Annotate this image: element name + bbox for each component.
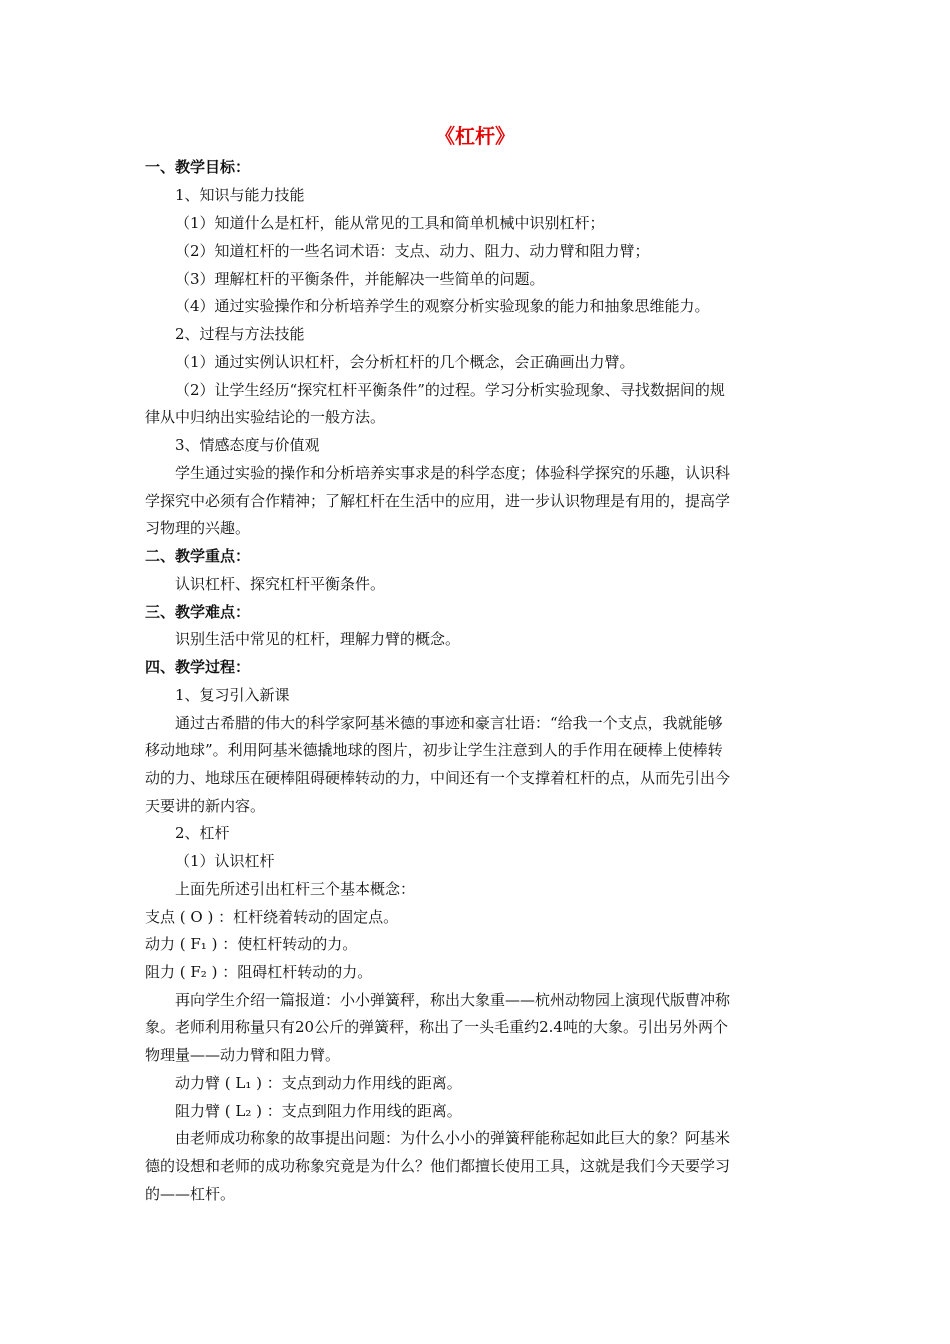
definition-fulcrum: 支点 ( O ) ：杠杆绕着转动的固定点。 (145, 908, 399, 926)
definition-resistance-arm: 阻力臂 ( L₂ ) ：支点到阻力作用线的距离。 (175, 1102, 462, 1120)
subsection-heading: 1、复习引入新课 (175, 686, 290, 704)
text-line: 上面先所述引出杠杆三个基本概念： (175, 880, 416, 898)
text-line: 动的力、地球压在硬棒阻碍硬棒转动的力，中间还有一个支撑着杠杆的点，从而先引出今 (145, 769, 731, 787)
text-line: 识别生活中常见的杠杆，理解力臂的概念。 (175, 630, 461, 648)
text-line: 天要讲的新内容。 (145, 797, 266, 815)
subsection-heading: 2、过程与方法技能 (175, 325, 305, 343)
text-line: （3）理解杠杆的平衡条件，并能解决一些简单的问题。 (175, 270, 545, 288)
text-line: 再向学生介绍一篇报道：小小弹簧秤，称出大象重——杭州动物园上演现代版曹冲称 (175, 991, 731, 1009)
text-line: 物理量——动力臂和阻力臂。 (145, 1046, 341, 1064)
text-line: 习物理的兴趣。 (145, 519, 251, 537)
text-line: （1）知道什么是杠杆，能从常见的工具和简单机械中识别杠杆； (175, 214, 605, 232)
section-heading: 四、教学过程： (145, 658, 251, 676)
subsection-heading: （1）认识杠杆 (175, 852, 275, 870)
text-line: 学探究中必须有合作精神；了解杠杆在生活中的应用，进一步认识物理是有用的，提高学 (145, 492, 731, 510)
text-line: （1）通过实例认识杠杆，会分析杠杆的几个概念，会正确画出力臂。 (175, 353, 635, 371)
definition-effort-arm: 动力臂 ( L₁ ) ：支点到动力作用线的距离。 (175, 1074, 462, 1092)
text-line: （2）知道杠杆的一些名词术语：支点、动力、阻力、动力臂和阻力臂； (175, 242, 650, 260)
section-heading: 二、教学重点： (145, 547, 251, 565)
subsection-heading: 2、杠杆 (175, 824, 230, 842)
text-line: 德的设想和老师的成功称象究竟是为什么？他们都擅长使用工具，这就是我们今天要学习 (145, 1157, 731, 1175)
text-line: 认识杠杆、探究杠杆平衡条件。 (175, 575, 386, 593)
document-title: 《杠杆》 (435, 124, 515, 148)
definition-resistance-force: 阻力 ( F₂ ) ：阻碍杠杆转动的力。 (145, 963, 373, 981)
text-line: （4）通过实验操作和分析培养学生的观察分析实验现象的能力和抽象思维能力。 (175, 297, 710, 315)
text-line: 学生通过实验的操作和分析培养实事求是的科学态度；体验科学探究的乐趣，认识科 (175, 464, 731, 482)
subsection-heading: 1、知识与能力技能 (175, 186, 305, 204)
text-line: 律从中归纳出实验结论的一般方法。 (145, 408, 386, 426)
text-line: 通过古希腊的伟大的科学家阿基米德的事迹和豪言壮语：“给我一个支点，我就能够 (175, 714, 723, 732)
section-heading: 一、教学目标： (145, 158, 251, 176)
section-heading: 三、教学难点： (145, 603, 251, 621)
subsection-heading: 3、情感态度与价值观 (175, 436, 320, 454)
text-line: 象。老师利用称量只有20公斤的弹簧秤，称出了一头毛重约2.4吨的大象。引出另外两个 (145, 1018, 728, 1036)
text-line: 的——杠杆。 (145, 1185, 236, 1203)
text-line: 由老师成功称象的故事提出问题：为什么小小的弹簧秤能称起如此巨大的象？阿基米 (175, 1129, 731, 1147)
text-line: 移动地球”。利用阿基米德撬地球的图片，初步让学生注意到人的手作用在硬棒上使棒转 (145, 741, 723, 759)
definition-effort-force: 动力 ( F₁ ) ：使杠杆转动的力。 (145, 935, 358, 953)
text-line: （2）让学生经历“探究杠杆平衡条件”的过程。学习分析实验现象、寻找数据间的规 (175, 381, 725, 399)
